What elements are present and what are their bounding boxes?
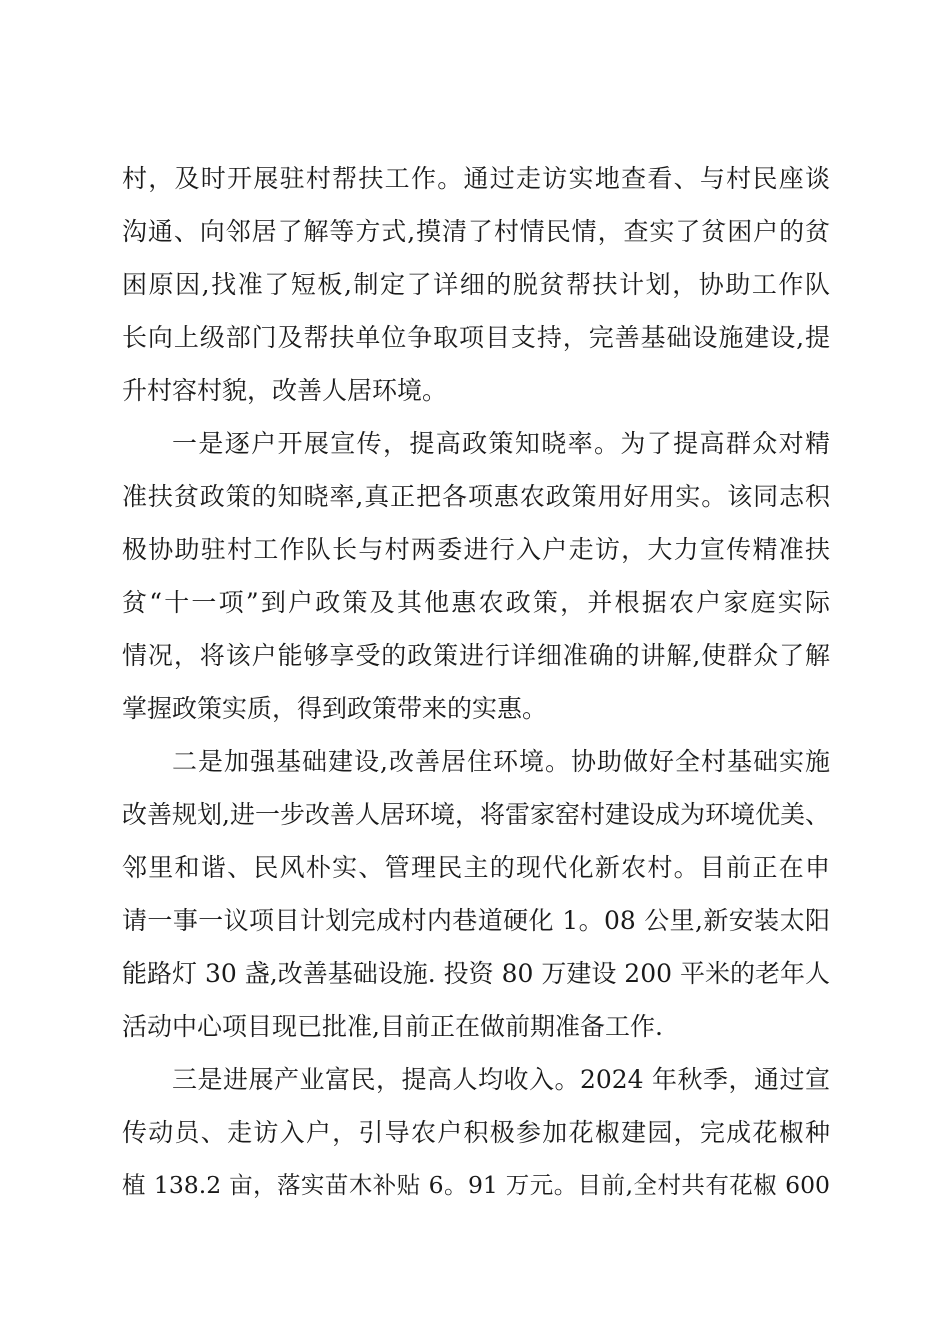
text-line: 传动员、走访入户，引导农户积极参加花椒建园，完成花椒种 <box>122 1118 830 1147</box>
text-line: 贫“十一项”到户政策及其他惠农政策，并根据农户家庭实际 <box>122 588 830 617</box>
text-line: 村，及时开展驻村帮扶工作。通过走访实地查看、与村民座谈 <box>122 164 830 193</box>
text-line: 沟通、向邻居了解等方式,摸清了村情民情，查实了贫困户的贫 <box>122 217 830 246</box>
text-line: 长向上级部门及帮扶单位争取项目支持，完善基础设施建设,提 <box>122 323 830 352</box>
text-line: 请一事一议项目计划完成村内巷道硬化 1。08 公里,新安装太阳 <box>122 906 830 935</box>
text-line: 极协助驻村工作队长与村两委进行入户走访，大力宣传精准扶 <box>122 535 830 564</box>
text-line: 困原因,找准了短板,制定了详细的脱贫帮扶计划，协助工作队 <box>122 270 830 299</box>
text-line: 情况，将该户能够享受的政策进行详细准确的讲解,使群众了解 <box>122 641 830 670</box>
text-line: 邻里和谐、民风朴实、管理民主的现代化新农村。目前正在申 <box>122 853 830 882</box>
text-line: 活动中心项目现已批准,目前正在做前期准备工作. <box>122 1012 663 1041</box>
text-line: 三是进展产业富民，提高人均收入。2024 年秋季，通过宣 <box>172 1065 830 1094</box>
text-line: 一是逐户开展宣传，提高政策知晓率。为了提高群众对精 <box>172 429 830 458</box>
text-line: 掌握政策实质，得到政策带来的实惠。 <box>122 694 548 723</box>
text-line: 植 138.2 亩，落实苗木补贴 6。91 万元。目前,全村共有花椒 600 <box>122 1171 830 1199</box>
text-line: 升村容村貌，改善人居环境。 <box>122 376 448 405</box>
body-text <box>122 152 830 1212</box>
text-line: 二是加强基础建设,改善居住环境。协助做好全村基础实施 <box>172 747 830 776</box>
text-line: 改善规划,进一步改善人居环境，将雷家窑村建设成为环境优美、 <box>122 800 830 829</box>
text-line: 能路灯 30 盏,改善基础设施. 投资 80 万建设 200 平米的老年人 <box>122 959 830 988</box>
text-line: 准扶贫政策的知晓率,真正把各项惠农政策用好用实。该同志积 <box>122 482 830 511</box>
